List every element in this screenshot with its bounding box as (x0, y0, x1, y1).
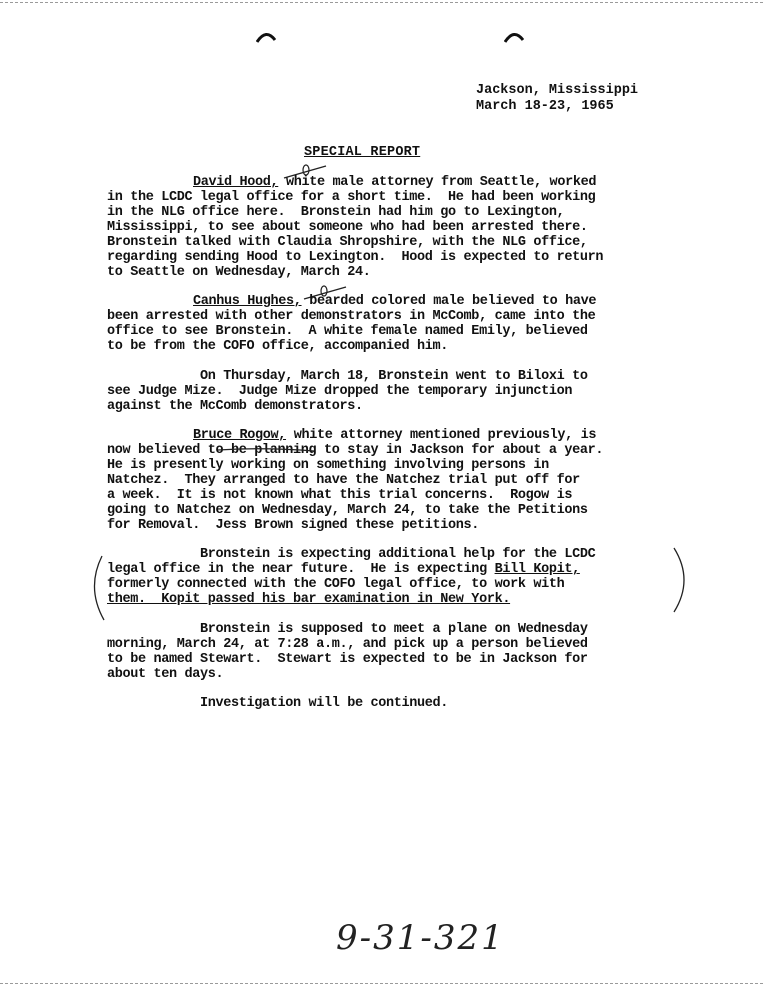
name-canhus-hughes: Canhus Hughes, (193, 294, 302, 309)
paragraph-line (107, 562, 697, 577)
header-location-date (476, 83, 638, 115)
paragraph-closing: Investigation will be continued. (107, 696, 449, 711)
handwritten-bracket-left (90, 554, 106, 622)
top-edge-line (0, 2, 763, 3)
paragraph-canhus-hughes (107, 294, 697, 354)
paragraph-bill-kopit (107, 547, 697, 607)
header-date: March 18-23, 1965 (476, 99, 614, 114)
handwritten-bracket-right (670, 546, 690, 614)
handwritten-file-number: 9-31-321 (336, 918, 505, 958)
paragraph-bruce-rogow (107, 428, 697, 533)
name-bruce-rogow: Bruce Rogow, (193, 428, 287, 443)
paragraph-biloxi: On Thursday, March 18, Bronstein went to Biloxi to see Judge Mize. Judge Mize dropped the temporary injunction against the McComb demonstrators. (107, 369, 588, 414)
paragraph-line-text: legal office in the near future. He is expecting (107, 562, 495, 577)
punch-mark-left (256, 30, 276, 44)
paragraph-line: Bronstein is expecting additional help for the LCDC (107, 547, 596, 562)
report-title: SPECIAL REPORT (304, 145, 421, 160)
paragraph-david-hood (107, 175, 697, 280)
bottom-edge-line (0, 983, 763, 984)
paragraph-line: them. Kopit passed his bar examination in New York. (107, 592, 511, 607)
paragraph-text: bearded colored male believed to have been arrested with other demonstrators in McComb, came into the office to see Bronstein. A white female named Emily, believed to be from the COFO office, accompanied him. (107, 294, 597, 354)
paragraph-text: white male attorney from Seattle, worked in the LCDC legal office for a short time. He had been working in the NLG office here. Bronstein had him go to Lexington, Mississippi, to see about someone who had been arrested there. Bronstein talked with Claudia Shropshire, with the NLG office, regarding sending Hood to Lexington. Hood is expected to return to Seattle on Wednesday, March 24. (107, 175, 604, 280)
name-david-hood: David Hood, (193, 175, 279, 190)
paragraph-stewart: Bronstein is supposed to meet a plane on Wednesday morning, March 24, at 7:28 a.m., and pick up a person believed to be named Stewart. Stewart is expected to be in Jackson for about ten days. (107, 622, 588, 682)
header-location: Jackson, Mississippi (476, 83, 639, 98)
paragraph-line: formerly connected with the COFO legal office, to work with (107, 577, 565, 592)
name-bill-kopit: Bill Kopit, (494, 562, 580, 577)
punch-mark-right (504, 30, 524, 44)
paragraph-text: white attorney mentioned previously, is now believed to be planning to stay in Jackson for about a year. He is presently working on something involving persons in Natchez. They arranged to have the Natchez trial put off for a week. It is not known what this trial concerns. Rogow is going to Natchez on Wednesday, March 24, to take the Petitions for Removal. Jess Brown signed these petitions. (107, 428, 604, 533)
